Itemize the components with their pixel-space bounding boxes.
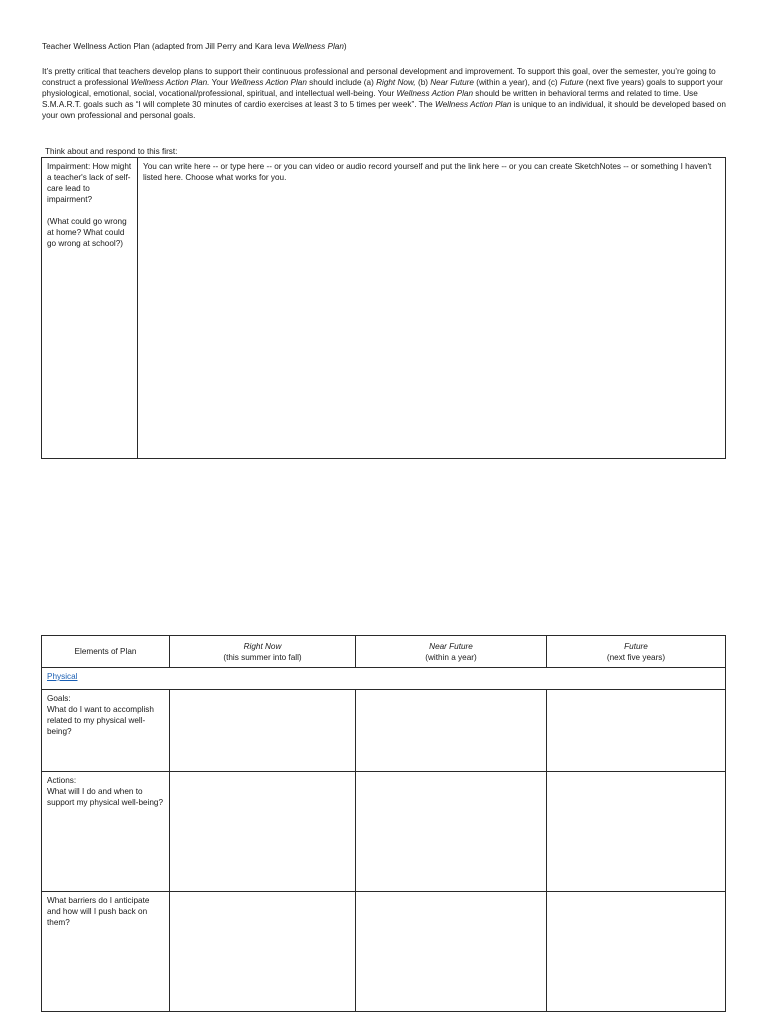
title-suffix: ) <box>343 42 347 51</box>
table-row-barriers <box>42 892 726 1012</box>
wellness-plan-table <box>41 635 726 1012</box>
row-label-question: What do I want to accomplish related to my physical well-being? <box>47 705 154 736</box>
intro-italic-2: Wellness Action Plan <box>230 78 307 87</box>
intro-text-3: should include (a) <box>306 78 377 87</box>
impairment-table <box>41 157 726 459</box>
document-title <box>42 41 732 52</box>
barriers-right-now-cell[interactable] <box>170 892 356 1012</box>
intro-text-8: is unique to an individual, it should be developed based on your own professional and personal goals. <box>42 100 726 120</box>
header-elements-of-plan <box>42 636 170 668</box>
barriers-future-cell[interactable] <box>547 892 726 1012</box>
table-row-actions <box>42 772 726 892</box>
title-italic: Wellness Plan <box>292 42 344 51</box>
row-label-actions <box>42 772 170 892</box>
row-label-barriers <box>42 892 170 1012</box>
header-main: Right Now <box>243 641 282 651</box>
impairment-response-cell[interactable] <box>138 158 726 459</box>
spacer <box>47 205 132 216</box>
response-hint: You can write here -- or type here -- or you can video or audio record yourself and put the link here -- or you can create SketchNotes -- or something I haven't listed here. Choose what works for you. <box>143 162 712 182</box>
goals-future-cell[interactable] <box>547 690 726 772</box>
actions-future-cell[interactable] <box>547 772 726 892</box>
header-future <box>547 636 726 668</box>
row-label-question: What barriers do I anticipate and how will I push back on them? <box>47 896 150 927</box>
row-label-goals <box>42 690 170 772</box>
impairment-followup: (What could go wrong at home? What could go wrong at school?) <box>47 217 127 248</box>
section-cell <box>42 668 726 690</box>
intro-text-7: should be written in behavioral terms and related to time. Use S.M.A.R.T. goals such as “I will complete 30 minutes of cardio exercises at least 3 to 5 times per week”. The <box>42 89 698 109</box>
header-sub: (this summer into fall) <box>223 652 302 662</box>
header-sub: (next five years) <box>606 652 666 662</box>
intro-italic-5: Future <box>559 78 584 87</box>
intro-text-1: It’s pretty critical that teachers develop plans to support their continuous professional and personal development and improvement. To support this goal, over the semester, you’re going to construct a professional <box>42 67 716 87</box>
intro-text-5: (within a year), and (c) <box>473 78 560 87</box>
think-prompt: Think about and respond to this first: <box>45 147 178 156</box>
intro-text-4: (b) <box>415 78 431 87</box>
actions-near-future-cell[interactable] <box>356 772 547 892</box>
header-main: Future <box>624 641 648 651</box>
intro-italic-3: Right Now, <box>376 78 416 87</box>
intro-italic-1: Wellness Action Plan. <box>130 78 210 87</box>
intro-italic-7: Wellness Action Plan <box>435 100 512 109</box>
section-row-physical <box>42 668 726 690</box>
title-prefix: Teacher Wellness Action Plan (adapted from Jill Perry and Kara Ieva <box>42 42 293 51</box>
goals-near-future-cell[interactable] <box>356 690 547 772</box>
intro-text-2: Your <box>209 78 231 87</box>
barriers-near-future-cell[interactable] <box>356 892 547 1012</box>
intro-italic-6: Wellness Action Plan <box>396 89 474 98</box>
row-label-question: What will I do and when to support my physical well-being? <box>47 787 164 807</box>
table-header-row <box>42 636 726 668</box>
header-right-now <box>170 636 356 668</box>
header-main: Near Future <box>429 641 473 651</box>
intro-paragraph <box>42 66 730 121</box>
table-row-goals <box>42 690 726 772</box>
row-label-title: Goals: <box>47 694 71 703</box>
header-sub: (within a year) <box>425 652 477 662</box>
actions-right-now-cell[interactable] <box>170 772 356 892</box>
goals-right-now-cell[interactable] <box>170 690 356 772</box>
row-label-title: Actions: <box>47 776 77 785</box>
header-main: Elements of Plan <box>74 647 137 656</box>
intro-text-6: (next five years) goals to support your physiological, emotional, social, vocational/professional, spiritual, and intellectual well-being. Your <box>42 78 723 98</box>
impairment-question-cell <box>42 158 138 459</box>
physical-section-link[interactable]: Physical <box>47 672 78 681</box>
intro-italic-4: Near Future <box>430 78 474 87</box>
impairment-question: Impairment: How might a teacher's lack of self-care lead to impairment? <box>47 162 132 204</box>
header-near-future <box>356 636 547 668</box>
